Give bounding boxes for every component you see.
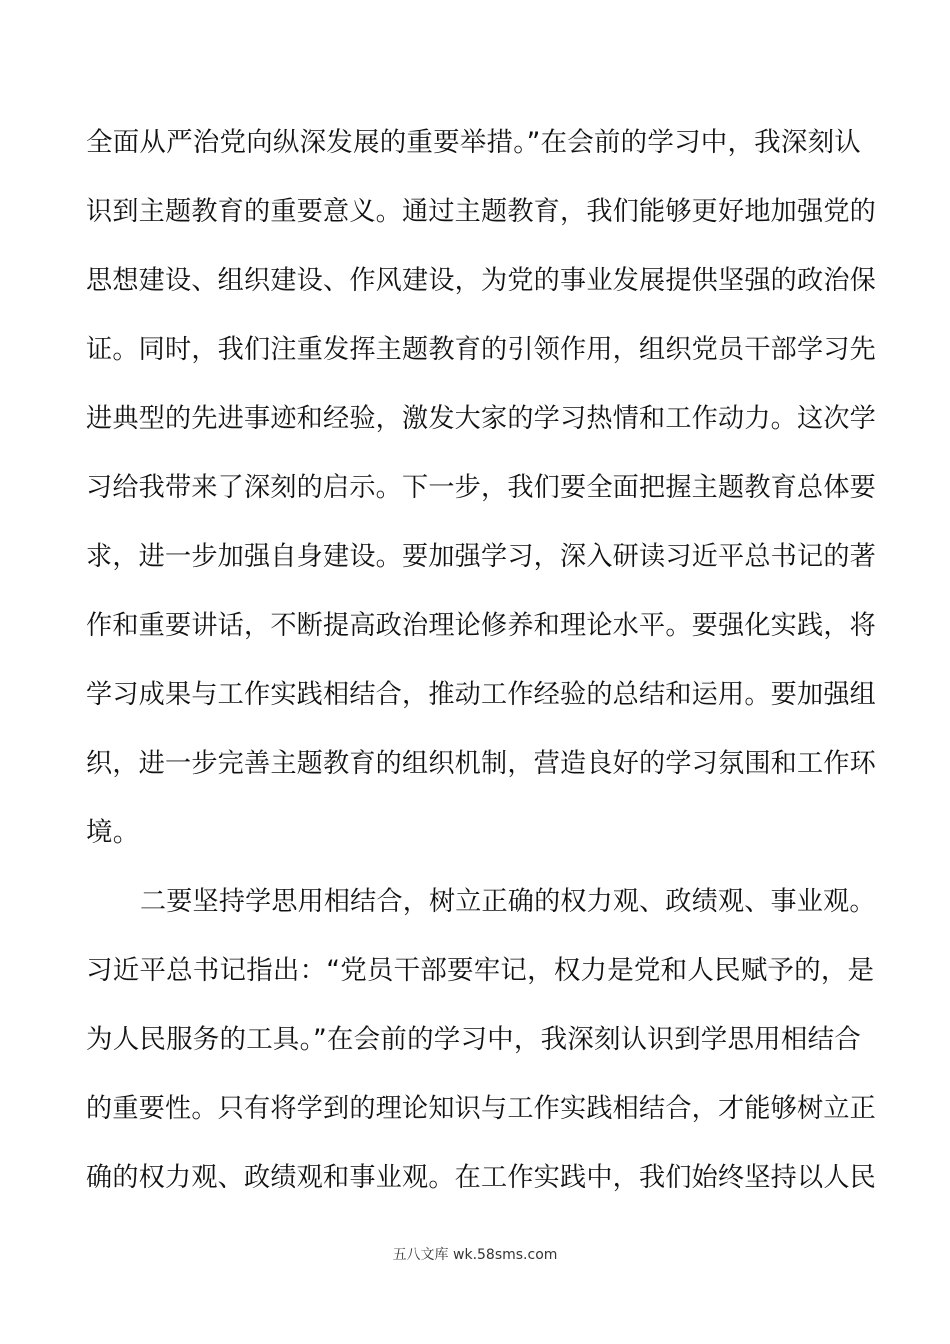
paragraph-line: 为人民服务的工具。”在会前的学习中，我深刻认识到学思用相结合 bbox=[86, 1024, 861, 1055]
paragraph-line: 学习成果与工作实践相结合，推动工作经验的总结和运用。要加强组 bbox=[86, 679, 876, 710]
paragraph-line: 习给我带来了深刻的启示。下一步，我们要全面把握主题教育总体要 bbox=[86, 472, 876, 503]
paragraph-line: 作和重要讲话，不断提高政治理论修养和理论水平。要强化实践，将 bbox=[86, 610, 876, 641]
paragraph-line: 进典型的先进事迹和经验，激发大家的学习热情和工作动力。这次学 bbox=[86, 403, 876, 434]
paragraph-line: 全面从严治党向纵深发展的重要举措。”在会前的学习中，我深刻认 bbox=[86, 127, 861, 158]
paragraph-heading-line: 二要坚持学思用相结合，树立正确的权力观、政绩观、事业观。 bbox=[140, 886, 876, 917]
paragraph-line: 证。同时，我们注重发挥主题教育的引领作用，组织党员干部学习先 bbox=[86, 334, 876, 365]
paragraph-line: 习近平总书记指出：“党员干部要牢记，权力是党和人民赋予的，是 bbox=[86, 955, 875, 986]
paragraph-line: 思想建设、组织建设、作风建设，为党的事业发展提供坚强的政治保 bbox=[86, 265, 876, 296]
paragraph-line: 境。 bbox=[86, 817, 140, 848]
paragraph-line: 确的权力观、政绩观和事业观。在工作实践中，我们始终坚持以人民 bbox=[86, 1162, 876, 1193]
footer-watermark: 五八文库 wk.58sms.com bbox=[392, 1247, 558, 1263]
paragraph-line: 的重要性。只有将学到的理论知识与工作实践相结合，才能够树立正 bbox=[86, 1093, 876, 1124]
paragraph-line: 识到主题教育的重要意义。通过主题教育，我们能够更好地加强党的 bbox=[86, 196, 876, 227]
paragraph-line: 织，进一步完善主题教育的组织机制，营造良好的学习氛围和工作环 bbox=[86, 748, 876, 779]
paragraph-line: 求，进一步加强自身建设。要加强学习，深入研读习近平总书记的著 bbox=[86, 541, 876, 572]
